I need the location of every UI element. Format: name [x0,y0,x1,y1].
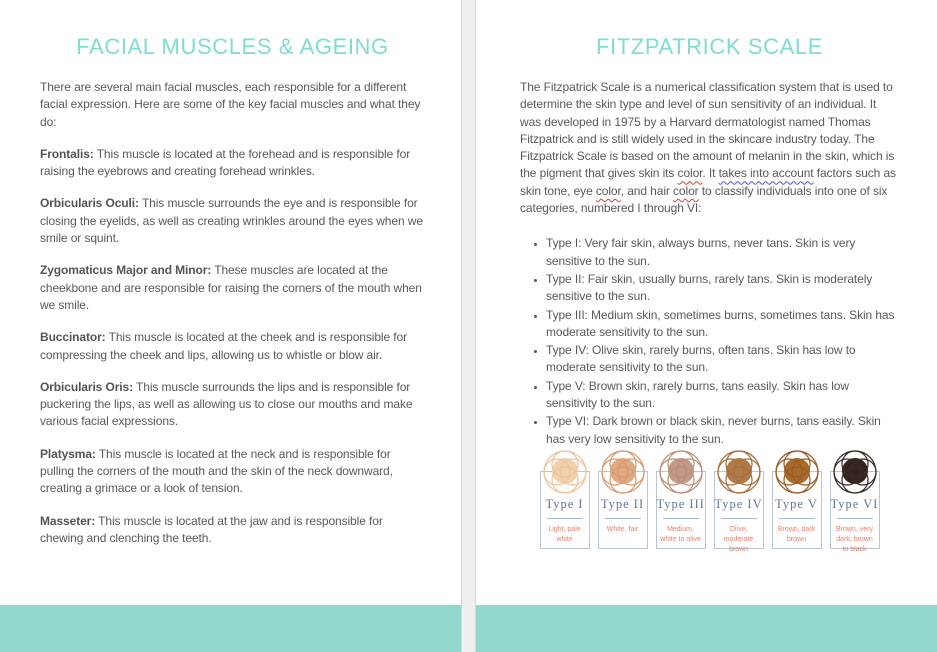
skin-tone-rosette-icon [601,450,645,494]
skin-type-card [656,450,706,549]
muscle-paragraph [40,446,425,498]
muscle-list [40,146,425,547]
muscle-paragraph [40,262,425,314]
skin-type-card [830,450,880,554]
skin-type-label: Type I [545,496,584,511]
page-right [476,0,937,652]
skin-type-bullet: • Type V: Brown skin, rarely burns, tans easily. Skin has low sensitivity to the sun. [546,378,899,413]
intro-text-segment: , and hair [620,183,674,198]
skin-type-description: Brown, very dark, brown to black [836,525,873,554]
skin-type-bullet: • Type I: Very fair skin, always burns, never tans. Skin is very sensitive to the sun. [546,235,899,270]
card-divider [721,518,757,519]
muscle-paragraph [40,146,425,181]
intro-text-segment: color [673,183,699,198]
muscle-description: This muscle is located at the jaw and is responsible for chewing and clenching the teeth. [40,513,383,545]
skin-tone-rosette-icon [543,450,587,494]
muscle-name: Masseter: [40,513,96,528]
skin-type-card [598,450,648,549]
right-page-title: FITZPATRICK SCALE [596,34,823,59]
left-page-content [0,34,461,547]
card-divider [663,518,699,519]
intro-text-segment: takes into account [718,166,814,181]
muscle-description: These muscles are located at the cheekbone and are responsible for raising the corners of the mouth when we smile. [40,263,422,312]
skin-type-bullet: • Type II: Fair skin, usually burns, rarely tans. Skin is moderately sensitive to the sun. [546,271,899,306]
skin-type-bullet: • Type IV: Olive skin, rarely burns, often tans. Skin has low to moderate sensitivity to the sun. [546,342,899,377]
muscle-name: Platysma: [40,446,96,461]
muscle-description: This muscle is located at the forehead and is responsible for raising the eyebrows and creating forehead wrinkles. [40,146,411,179]
skin-type-label: Type V [775,496,818,511]
muscle-description: This muscle surrounds the eye and is responsible for closing the eyelids, as well as creating wrinkles around the eyes when we smile or squint. [40,196,423,246]
left-page-title: FACIAL MUSCLES & AGEING [76,34,389,59]
right-page-content [476,34,937,554]
muscle-description: This muscle surrounds the lips and is responsible for puckering the lips, as well as allowing us to close our mouths and make various facial expressions. [40,379,413,429]
muscle-paragraph [40,379,425,431]
fitzpatrick-cards-row [520,450,899,554]
intro-text-segment: to classify individuals into one of six categories, numbered I through VI: [520,183,888,216]
card-divider [605,518,641,519]
intro-text-segment: . It [702,166,719,181]
skin-tone-rosette-icon [717,450,761,494]
muscle-name: Frontalis: [40,146,94,161]
muscle-paragraph [40,329,425,364]
skin-type-description: White, fair [606,525,639,533]
skin-type-bullet: • Type III: Medium skin, sometimes burns, sometimes tans. Skin has moderate sensitivity to the sun. [546,307,899,342]
skin-tone-rosette-icon [833,450,877,494]
intro-text-segment: color [677,166,703,181]
muscle-name: Zygomaticus Major and Minor: [40,263,212,278]
muscle-name: Orbicularis Oculi: [40,196,139,211]
intro-text-segment: factors such as skin tone, eye [520,166,896,198]
skin-type-description: Olive, moderate brown [723,525,754,554]
intro-text-segment: color [595,183,621,198]
left-footer-band [0,605,461,652]
skin-type-card [540,450,590,549]
muscle-name: Orbicularis Oris: [40,379,133,394]
skin-type-label: Type III [656,496,705,511]
card-divider [547,518,583,519]
skin-type-label: Type VI [830,496,879,511]
muscle-description: This muscle is located at the neck and is responsible for pulling the corners of the mouth and the skin of the neck downward, creating a grimace or a look of tension. [40,446,393,496]
muscle-name: Buccinator: [40,330,106,345]
left-intro-paragraph: There are several main facial muscles, each responsible for a different facial expression. Here are some of the key facial muscles and what they do: [40,80,421,129]
muscle-paragraph [40,195,425,247]
skin-type-description: Light, pale white [548,525,581,544]
right-footer-band [476,605,937,652]
muscle-description: This muscle is located at the cheek and is responsible for compressing the cheek and lips, allowing us to whistle or blow air. [40,330,407,362]
page-left [0,0,461,652]
skin-type-description: Medium, white to olive [660,525,701,544]
intro-text-segment: The Fitzpatrick Scale is a numerical classification system that is used to determine the skin type and level of sun sensitivity of an individual. It was developed in 1975 by a Harvard dermatologist named Thomas Fitzpatrick and is still widely used in the skincare industry today. The Fitzpatrick Scale is based on the amount of melanin in the skin, which is the pigment that gives skin its [520,80,895,181]
card-divider [837,518,873,519]
right-intro-paragraph [520,79,899,217]
skin-type-label: Type II [600,496,645,511]
skin-type-bullet-list [532,235,899,448]
skin-type-description: Brown, dark brown [777,525,816,544]
card-divider [779,518,815,519]
skin-type-label: Type IV [714,496,763,511]
page-spine [461,0,476,652]
skin-type-bullet: • Type VI: Dark brown or black skin, never burns, tans easily. Skin has very low sensitivity to the sun. [546,413,899,448]
skin-tone-rosette-icon [775,450,819,494]
skin-type-card [714,450,764,554]
skin-type-card [772,450,822,549]
muscle-paragraph [40,513,425,548]
skin-tone-rosette-icon [659,450,703,494]
